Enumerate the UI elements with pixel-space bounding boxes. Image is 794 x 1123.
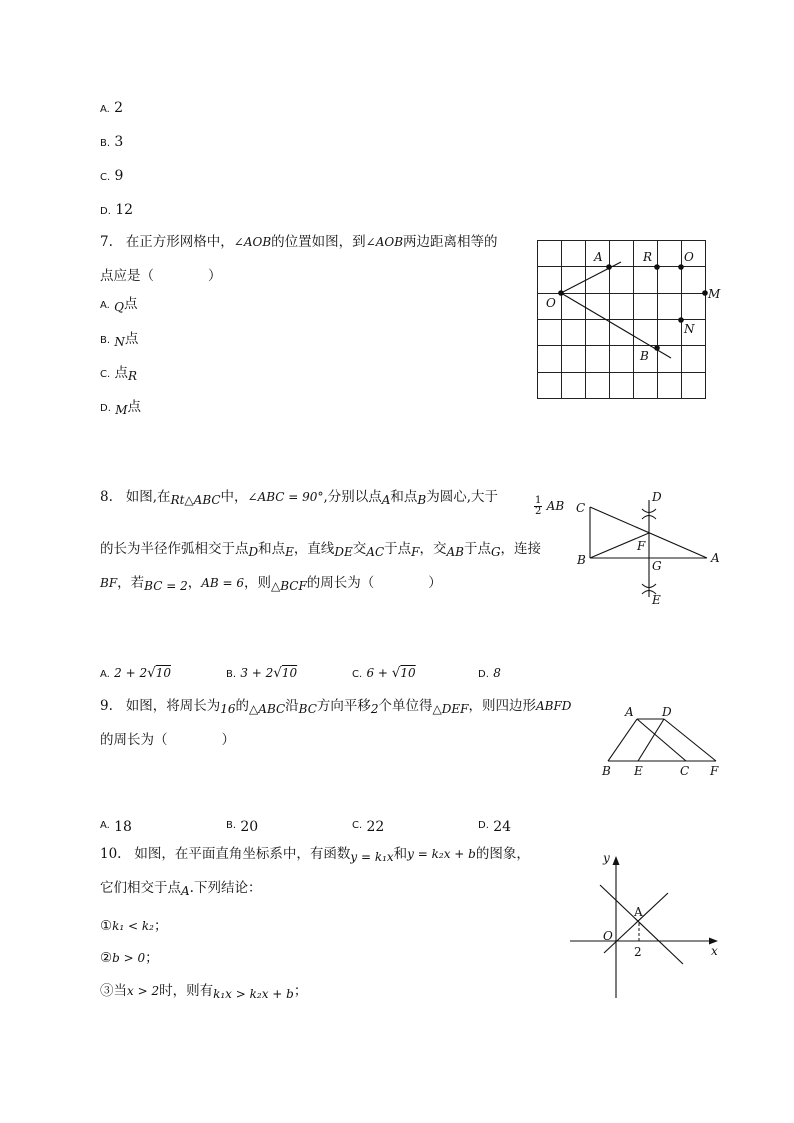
q8-fraction: $\frac{1}{2}$: [535, 495, 542, 517]
q9-label-b: B: [602, 764, 611, 778]
q10-stem-line2: 它们相交于点A.下列结论：: [100, 880, 262, 898]
q9-option-b[interactable]: B. 20: [226, 819, 259, 835]
q8-radical-a: √: [147, 665, 156, 681]
q10-label-x: x: [711, 944, 718, 958]
q9-label-c: C: [680, 764, 690, 778]
q6-option-c[interactable]: C. 9: [100, 168, 124, 184]
q9-label-a: A: [625, 705, 634, 719]
q8-half-ab: $\frac{1}{2}$ AB: [535, 495, 565, 517]
q8-stem-line1: 8. 如图,在Rt△ABC中，∠ABC = 90°,分别以点A和点B为圆心,大于: [100, 489, 499, 507]
q8-label-b: B: [577, 553, 586, 567]
q7-label-b: B: [640, 349, 649, 363]
q9-stem-line1: 9. 如图，将周长为16的△ABC沿BC方向平移2个单位得△DEF，则四边形ABFD: [100, 698, 572, 716]
q10-y-arrow: [613, 856, 620, 865]
q7-stem-line2: 点应是（ ）: [100, 268, 222, 284]
q8-label-d: D: [652, 490, 662, 504]
q8-label-c: C: [576, 501, 586, 515]
q8-option-d[interactable]: D. 8: [478, 666, 501, 680]
q8-stem-line2: 的长为半径作弧相交于点D和点E，直线DE交AC于点F，交AB于点G，连接: [100, 541, 542, 559]
q8-stem-line3: BF，若BC = 2，AB = 6，则△BCF的周长为（ ）: [100, 575, 442, 593]
q9-option-a[interactable]: A. 18: [100, 819, 132, 835]
q8-label-f: F: [637, 539, 646, 553]
q7-option-b[interactable]: B. N点: [100, 331, 139, 349]
q7-label-m: M: [708, 287, 721, 301]
q9-label-d: D: [662, 705, 672, 719]
q10-label-a: A: [634, 905, 643, 919]
q7-label-r: R: [643, 250, 653, 264]
q10-conclusion-2: ②b > 0；: [100, 950, 159, 966]
q10-label-o: O: [603, 929, 613, 943]
q8-option-c[interactable]: C. 6 + √10: [352, 665, 416, 681]
q9-label-f: F: [710, 764, 719, 778]
q7-label-a: A: [594, 250, 603, 264]
q10-conclusion-1: ①k₁ < k₂；: [100, 918, 168, 934]
q8-radical-c: √: [391, 665, 401, 681]
q7-option-c[interactable]: C. 点R: [100, 365, 138, 383]
q7-option-a[interactable]: A. Q点: [100, 296, 138, 314]
q9-option-d[interactable]: D. 24: [478, 819, 512, 835]
q6-option-d[interactable]: D. 12: [100, 202, 134, 218]
q8-radical-b: √: [273, 665, 282, 681]
q9-stem-line2: 的周长为（ ）: [100, 732, 235, 748]
q8-label-g: G: [652, 559, 662, 573]
q7-option-d[interactable]: D. M点: [100, 399, 141, 417]
q10-label-2: 2: [634, 945, 642, 959]
q8-option-a[interactable]: A. 2 + 2√10: [100, 665, 171, 681]
q9-option-c[interactable]: C. 22: [352, 819, 385, 835]
q7-label-n: N: [684, 322, 695, 336]
q10-label-y: y: [603, 851, 610, 865]
q10-stem-line1: 10. 如图，在平面直角坐标系中，有函数y = k₁x和y = k₂x + b的图象，: [100, 846, 530, 864]
q8-label-a: A: [711, 551, 720, 565]
q9-label-e: E: [634, 764, 643, 778]
q7-label-o-top: O: [684, 250, 694, 264]
q8-label-e: E: [652, 593, 661, 607]
q6-option-a[interactable]: A. 2: [100, 100, 124, 116]
q7-stem-line1: 7. 在正方形网格中，∠AOB的位置如图，到∠AOB两边距离相等的: [100, 234, 498, 250]
q10-line-k1: [604, 893, 668, 953]
q10-conclusion-3: ③当x > 2时，则有k₁x > k₂x + b；: [100, 983, 308, 1001]
q7-label-o: O: [546, 296, 556, 310]
q8-option-b[interactable]: B. 3 + 2√10: [226, 665, 298, 681]
q6-option-b[interactable]: B. 3: [100, 134, 124, 150]
